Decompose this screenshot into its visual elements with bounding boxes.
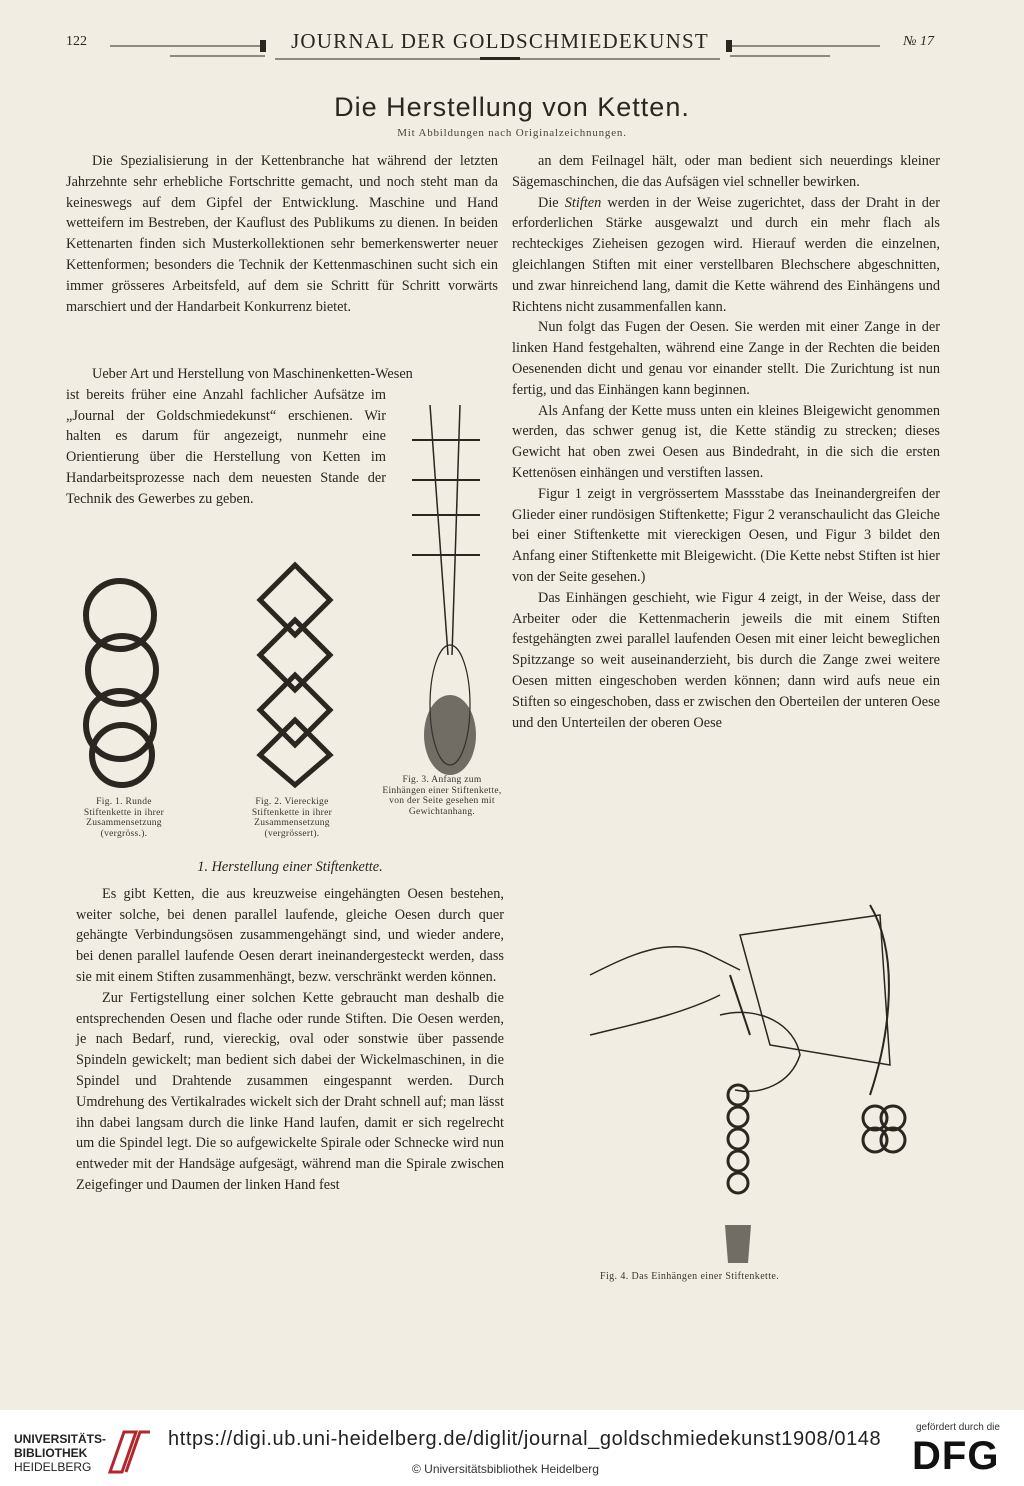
stiften-term: Stiften: [564, 194, 602, 211]
funded-by: gefördert durch die: [916, 1422, 1000, 1433]
paragraph: Zur Fertigstellung einer solchen Kette gebraucht man deshalb die entsprechenden Oesen und flache oder runde Stiften. Die Oesen werden, je nach Bedarf, rund, viereckig, oval oder sonstwie über passende Spindeln gewickelt; man bedient sich dabei der Wickelmaschinen, in die Spindel und Drahtende zusammen eingespannt werden. Durch Umdrehung des Vertikalrades wickelt sich der Draht schnell auf; man lässt ihn dabei langsam durch die linke Hand laufen, damit er sich regelrecht um die Spindel legt. Die so aufgewickelte Spirale oder Schnecke wird nun entweder mit der Handsäge aufgesägt, während man die Spirale zwischen Zeigefinger und Daumen der linken Hand fest: [76, 989, 504, 1193]
viewer-footer: [0, 1410, 1024, 1486]
fig2-caption: Fig. 2. Viereckige Stiftenkette in ihrer Zusammensetzung (vergrössert).: [251, 797, 333, 839]
stiften-rest: werden in der Weise zugerichtet, dass der Draht in der erforderlichen Stärke ausgewalzt und durch ein mehr flach als rechteckiges Zieheisen gezogen wird. Hierauf werden die einzelnen, gleichlangen Stiften mit einer verstellbaren Blechschere abgeschnitten, und zwar hinreichend lang, damit die Kette während des Einhängens und Richtens nicht zusammenfallen kann.: [512, 194, 940, 315]
library-line-2: BIBLIOTHEK: [14, 1446, 88, 1460]
paragraph: Nun folgt das Fugen der Oesen. Sie werden mit einer Zange in der linken Hand festgehalten, während eine Zange in der Rechten die beiden Oesenenden dicht und genau vor einander stellt. Die Zurichtung ist nun fertig, und das Einhängen kann beginnen.: [512, 319, 940, 398]
article-title: Die Herstellung von Ketten.: [334, 92, 690, 122]
fig3-drawing: [400, 395, 500, 775]
paragraph: Das Einhängen geschieht, wie Figur 4 zeigt, in der Weise, dass der Arbeiter oder die Kettenmacherin jeweils die mit einem Stiften festgehängten zwei parallel laufenden Oesen mit einer leicht beweglichen Spitzzange so weit auseinanderzieht, bis durch die Zange zwei weitere Oesen mitten eingeschoben werden können; dann wird aufs neue ein Stiften so eingeschoben, dass er zwischen den Oberteilen der unteren Oese und den Unterteilen der oberen Oese: [512, 589, 940, 731]
fig4-caption: Fig. 4. Das Einhängen einer Stiftenkette.: [600, 1271, 780, 1282]
paragraph: Die Spezialisierung in der Kettenbranche hat während der letzten Jahrzehnte sehr erhebliche Fortschritte gemacht, und noch steht man da keineswegs auf dem Gipfel der Entwicklung. Maschine und Hand wetteifern im Bestreben, der Kauflust des Publikums zu dienen. In beiden Kettenarten finden sich Musterkollektionen sehr bemerkenswerter neuer Kettenformen; besonders die Technik der Kettenmaschinen sucht sich ein immer grösseres Arbeitsfeld, auf dem sie Schritt für Schritt vorwärts marschiert und der Handarbeit Konkurrenz bietet.: [66, 153, 498, 315]
copyright: © Universitätsbibliothek Heidelberg: [412, 1462, 599, 1476]
permalink[interactable]: https://digi.ub.uni-heidelberg.de/diglit/journal_goldschmiedekunst1908/0148: [168, 1428, 882, 1450]
library-line-3: HEIDELBERG: [14, 1460, 92, 1474]
paragraph-stiften: [512, 193, 940, 318]
paragraph: Ueber Art und Herstellung von Maschinenketten-Wesen: [92, 366, 413, 382]
library-name: [14, 1432, 106, 1474]
running-header: [60, 26, 940, 66]
fig1-caption: Fig. 1. Runde Stiftenkette in ihrer Zusammensetzung (vergröss.).: [83, 797, 165, 839]
issue-number: № 17: [903, 34, 934, 49]
paragraph: Figur 1 zeigt in vergrössertem Massstabe das Ineinandergreifen der Glieder einer rundösigen Stiftenkette; Figur 2 veranschaulicht das Gleiche bei einer Stiftenkette mit viereckigen Oesen, und Figur 3 bildet den Anfang einer Stiftenkette mit Bleigewicht. (Die Kette nebst Stiften ist hier von der Seite gesehen.): [512, 485, 940, 585]
right-column: [512, 151, 940, 733]
fig3-caption: Fig. 3. Anfang zum Einhängen einer Stiftenkette, von der Seite gesehen mit Gewichtanhang.: [382, 775, 502, 817]
paragraph-continued: ist bereits früher eine Anzahl fachlicher Aufsätze im „Journal der Goldschmiedekunst“ erschienen. Wir halten es darum für angezeigt, nunmehr eine Orientierung über die Herstellung von Ketten im Handarbeitsprozesse nach dem neuesten Stande der Technik des Gewerbes zu geben.: [66, 386, 386, 507]
fig4-ring-detail: [855, 1100, 915, 1170]
paragraph: Es gibt Ketten, die aus kreuzweise eingehängten Oesen bestehen, weiter solche, bei denen parallel laufende, gleiche Oesen durch quer gehängte Verbindungsösen zusammengehängt sind, und wieder andere, bei denen parallel laufende Oesen derart ineinandergesteckt werden, dass sie mit einem Stiften zusammenhängt, bezw. verschränkt werden können.: [76, 885, 504, 985]
section-heading: 1. Herstellung einer Stiftenkette.: [197, 859, 383, 875]
stiften-lead: Die: [538, 194, 559, 211]
left-column-section: [76, 855, 504, 1196]
paragraph: an dem Feilnagel hält, oder man bedient sich neuerdings kleiner Sägemaschinchen, die das Aufsägen viel schneller bewirken.: [512, 153, 940, 190]
library-line-1: UNIVERSITÄTS-: [14, 1432, 107, 1446]
library-logo-icon: [104, 1424, 154, 1480]
page-number: 122: [66, 34, 87, 49]
journal-title: JOURNAL DER GOLDSCHMIEDEKUNST: [291, 29, 709, 53]
fig2-drawing: [250, 560, 340, 790]
dfg-logo: DFG: [912, 1434, 1000, 1478]
fig4-drawing: [570, 895, 910, 1270]
left-column-top: [66, 151, 498, 317]
paragraph: Als Anfang der Kette muss unten ein kleines Bleigewicht genommen werden, das schwer genug ist, die Kette ständig zu strecken; dieses Gewicht hat oben zwei Oesen aus Bindedraht, in die sich die ersten Kettenösen einhängen und verstiften lassen.: [512, 402, 940, 481]
fig1-drawing: [80, 575, 170, 795]
article-subtitle: Mit Abbildungen nach Originalzeichnungen.: [397, 127, 627, 139]
